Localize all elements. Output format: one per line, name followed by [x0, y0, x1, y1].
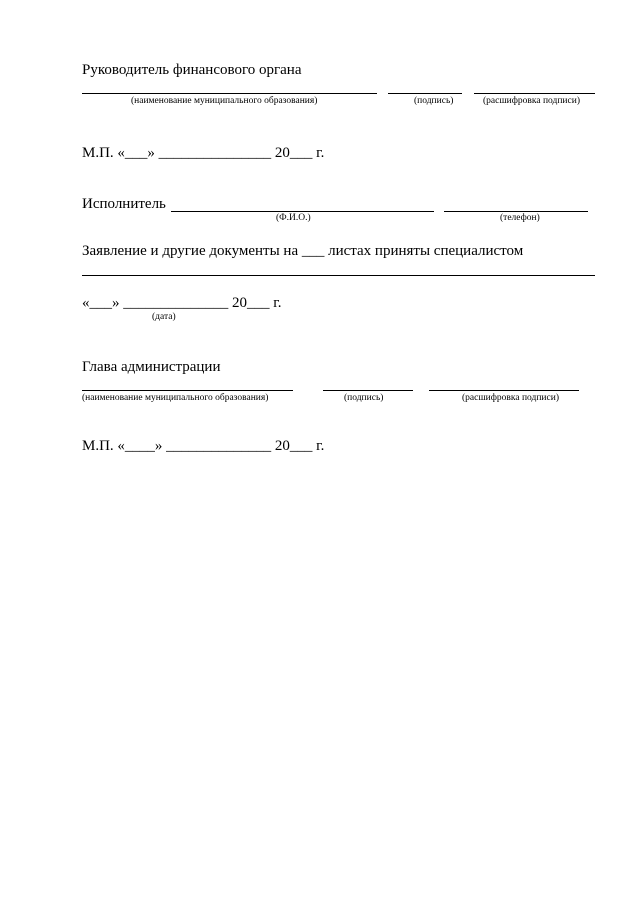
signature-line-2: [323, 390, 413, 391]
specialist-line: [82, 275, 595, 276]
section2-heading: Глава администрации: [82, 359, 221, 375]
signature-line: [388, 93, 462, 94]
municipality-line-2: [82, 390, 293, 391]
executor-name-line: [171, 211, 434, 212]
fio-caption: (Ф.И.О.): [276, 213, 311, 223]
municipality-caption: (наименование муниципального образования): [131, 96, 318, 106]
municipality-caption-2: (наименование муниципального образования): [82, 393, 269, 403]
municipality-signature-line: [82, 93, 377, 94]
application-statement: Заявление и другие документы на ___ листах приняты специалистом: [82, 243, 524, 259]
stamp-date-line-2: М.П. «____» ______________ 20___ г.: [82, 438, 325, 454]
date-caption: (дата): [152, 312, 176, 322]
executor-phone-line: [444, 211, 588, 212]
phone-caption: (телефон): [500, 213, 540, 223]
signature-decoding-line-2: [429, 390, 579, 391]
section1-heading: Руководитель финансового органа: [82, 62, 302, 78]
signature-decoding-caption: (расшифровка подписи): [483, 96, 580, 106]
executor-label: Исполнитель: [82, 196, 166, 212]
acceptance-date-line: «___» ______________ 20___ г.: [82, 295, 282, 311]
signature-caption-2: (подпись): [344, 393, 384, 403]
signature-caption: (подпись): [414, 96, 454, 106]
signature-decoding-caption-2: (расшифровка подписи): [462, 393, 559, 403]
stamp-date-line-1: М.П. «___» _______________ 20___ г.: [82, 145, 325, 161]
signature-decoding-line: [474, 93, 595, 94]
